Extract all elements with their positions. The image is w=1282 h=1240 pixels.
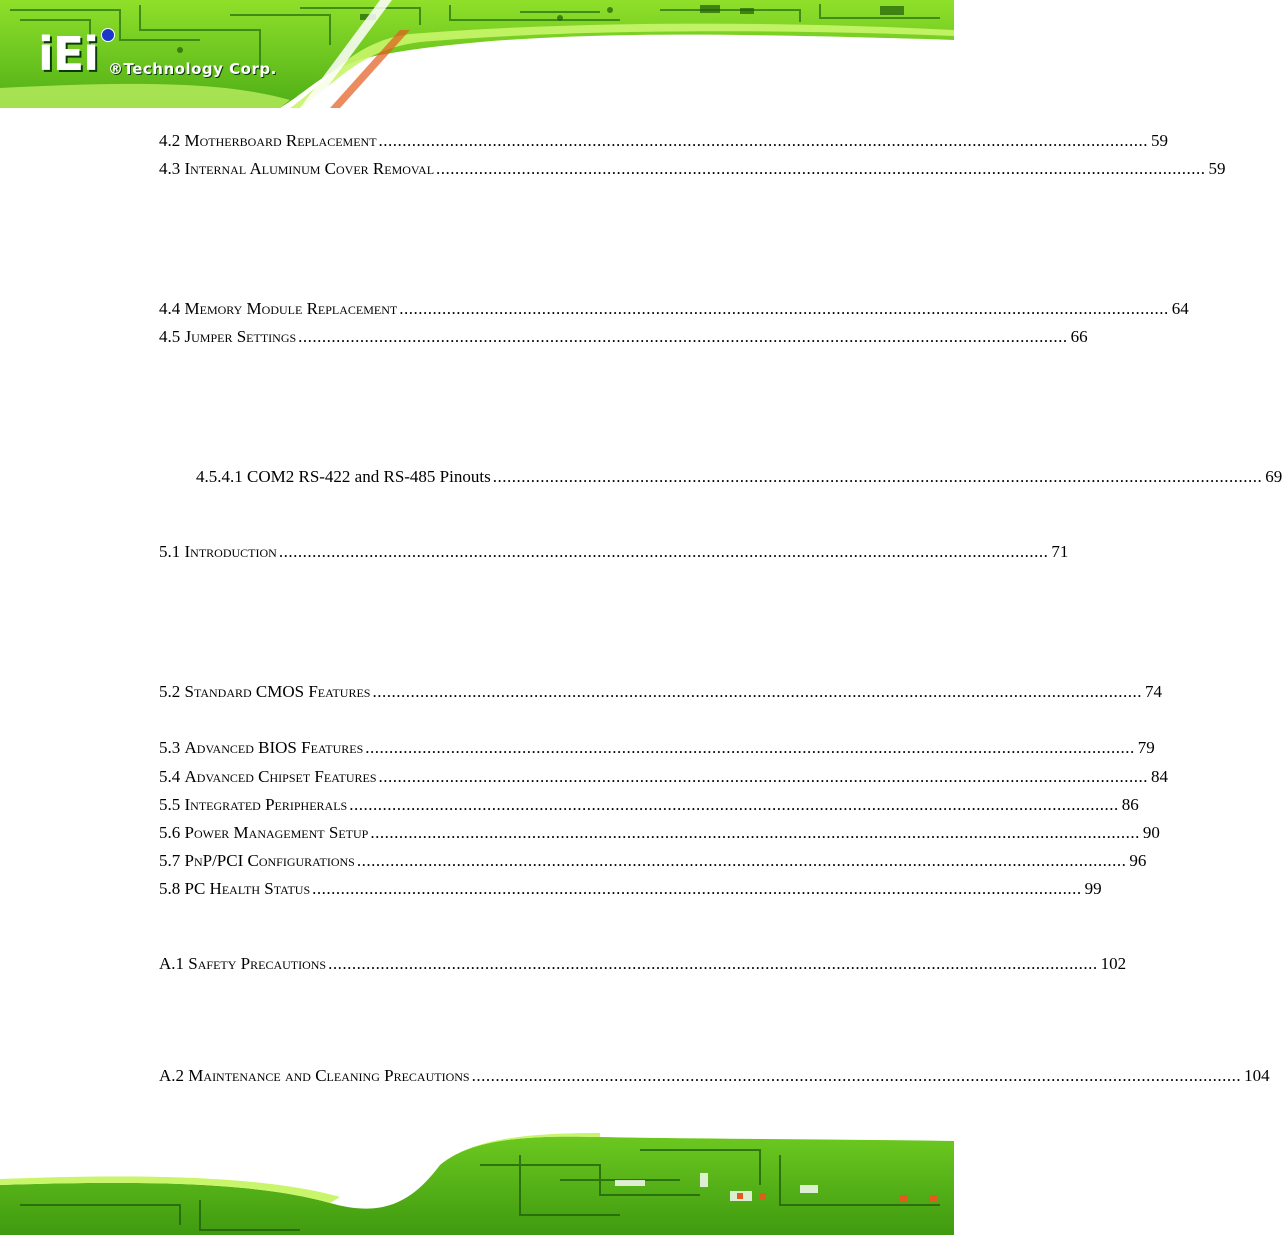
toc-entry[interactable] bbox=[159, 953, 1127, 975]
toc-entry[interactable] bbox=[159, 326, 1088, 348]
toc-page-number: 69 bbox=[1265, 467, 1282, 486]
toc-entry-label: 5.7 PnP/PCI Configurations bbox=[159, 851, 355, 870]
toc-entry-label: 5.6 Power Management Setup bbox=[159, 823, 369, 842]
toc-page-number: 104 bbox=[1244, 1066, 1270, 1085]
toc-entry-label: 4.3 Internal Aluminum Cover Removal bbox=[159, 159, 435, 178]
toc-leader-dots: .................................................................................................................................................................. bbox=[298, 327, 1068, 346]
toc-leader-dots: .................................................................................................................................................................. bbox=[312, 879, 1082, 898]
toc-page-number: 59 bbox=[1208, 159, 1226, 178]
toc-entry[interactable] bbox=[159, 878, 1102, 900]
toc-entry-label: 4.5.4.1 COM2 RS-422 and RS-485 Pinouts bbox=[196, 467, 491, 486]
toc-entry[interactable] bbox=[159, 850, 1147, 872]
toc-page-number: 102 bbox=[1100, 954, 1127, 973]
toc-leader-dots: .................................................................................................................................................................. bbox=[378, 131, 1149, 150]
toc-page-number: 66 bbox=[1070, 327, 1088, 346]
toc-entry[interactable] bbox=[159, 298, 1189, 320]
toc-entry-label: A.2 Maintenance and Cleaning Precautions bbox=[159, 1066, 470, 1085]
toc-entry[interactable] bbox=[159, 822, 1160, 844]
toc-page-number: 79 bbox=[1137, 738, 1155, 757]
toc-entry-label: 5.4 Advanced Chipset Features bbox=[159, 767, 377, 786]
toc-page-number: 96 bbox=[1129, 851, 1147, 870]
toc-leader-dots: .................................................................................................................................................................. bbox=[372, 682, 1142, 701]
toc-leader-dots: .................................................................................................................................................................. bbox=[378, 767, 1149, 786]
toc-leader-dots: .................................................................................................................................................................. bbox=[370, 823, 1140, 842]
toc-entry[interactable] bbox=[159, 737, 1155, 759]
toc-page-number: 99 bbox=[1084, 879, 1102, 898]
toc-entry-label: 5.3 Advanced BIOS Features bbox=[159, 738, 364, 757]
toc-entry-label: 5.1 Introduction bbox=[159, 542, 277, 561]
toc-entry[interactable] bbox=[159, 766, 1169, 788]
toc-page-number: 74 bbox=[1144, 682, 1162, 701]
toc-entry-label: 5.5 Integrated Peripherals bbox=[159, 795, 348, 814]
toc-entry[interactable] bbox=[159, 541, 1069, 563]
logo-iei-text: iEi bbox=[38, 27, 98, 81]
toc-leader-dots: .................................................................................................................................................................. bbox=[278, 542, 1049, 561]
toc-page-number: 59 bbox=[1151, 131, 1169, 150]
toc-entry[interactable] bbox=[159, 794, 1139, 816]
toc-entry-label: 4.5 Jumper Settings bbox=[159, 327, 297, 346]
toc-entry[interactable] bbox=[159, 681, 1162, 703]
toc-leader-dots: .................................................................................................................................................................. bbox=[365, 738, 1135, 757]
toc-subentry[interactable] bbox=[196, 466, 1282, 488]
toc-entry[interactable] bbox=[159, 130, 1169, 152]
toc-entry-label: 4.2 Motherboard Replacement bbox=[159, 131, 377, 150]
toc-entry[interactable] bbox=[159, 1065, 1270, 1087]
toc-entry-label: A.1 Safety Precautions bbox=[159, 954, 327, 973]
toc-leader-dots: .................................................................................................................................................................. bbox=[436, 159, 1206, 178]
toc-leader-dots: .................................................................................................................................................................. bbox=[471, 1066, 1242, 1085]
toc-leader-dots: .................................................................................................................................................................. bbox=[356, 851, 1127, 870]
toc-page-number: 84 bbox=[1151, 767, 1169, 786]
toc-page-number: 64 bbox=[1171, 299, 1189, 318]
toc-entry[interactable] bbox=[159, 158, 1226, 180]
logo-brand-text: ®Technology Corp. bbox=[108, 60, 277, 78]
toc-page-number: 86 bbox=[1121, 795, 1139, 814]
toc-page-number: 71 bbox=[1051, 542, 1069, 561]
toc-leader-dots: .................................................................................................................................................................. bbox=[399, 299, 1169, 318]
toc-leader-dots: .................................................................................................................................................................. bbox=[328, 954, 1098, 973]
toc-leader-dots: .................................................................................................................................................................. bbox=[349, 795, 1119, 814]
toc-entry-label: 5.8 PC Health Status bbox=[159, 879, 311, 898]
toc-entry-label: 4.4 Memory Module Replacement bbox=[159, 299, 398, 318]
toc-entry-label: 5.2 Standard CMOS Features bbox=[159, 682, 371, 701]
toc-leader-dots: .................................................................................................................................................................. bbox=[492, 467, 1263, 486]
footer-banner bbox=[0, 1125, 954, 1235]
circuit-board-pattern bbox=[0, 1125, 954, 1235]
toc-page-number: 90 bbox=[1142, 823, 1160, 842]
